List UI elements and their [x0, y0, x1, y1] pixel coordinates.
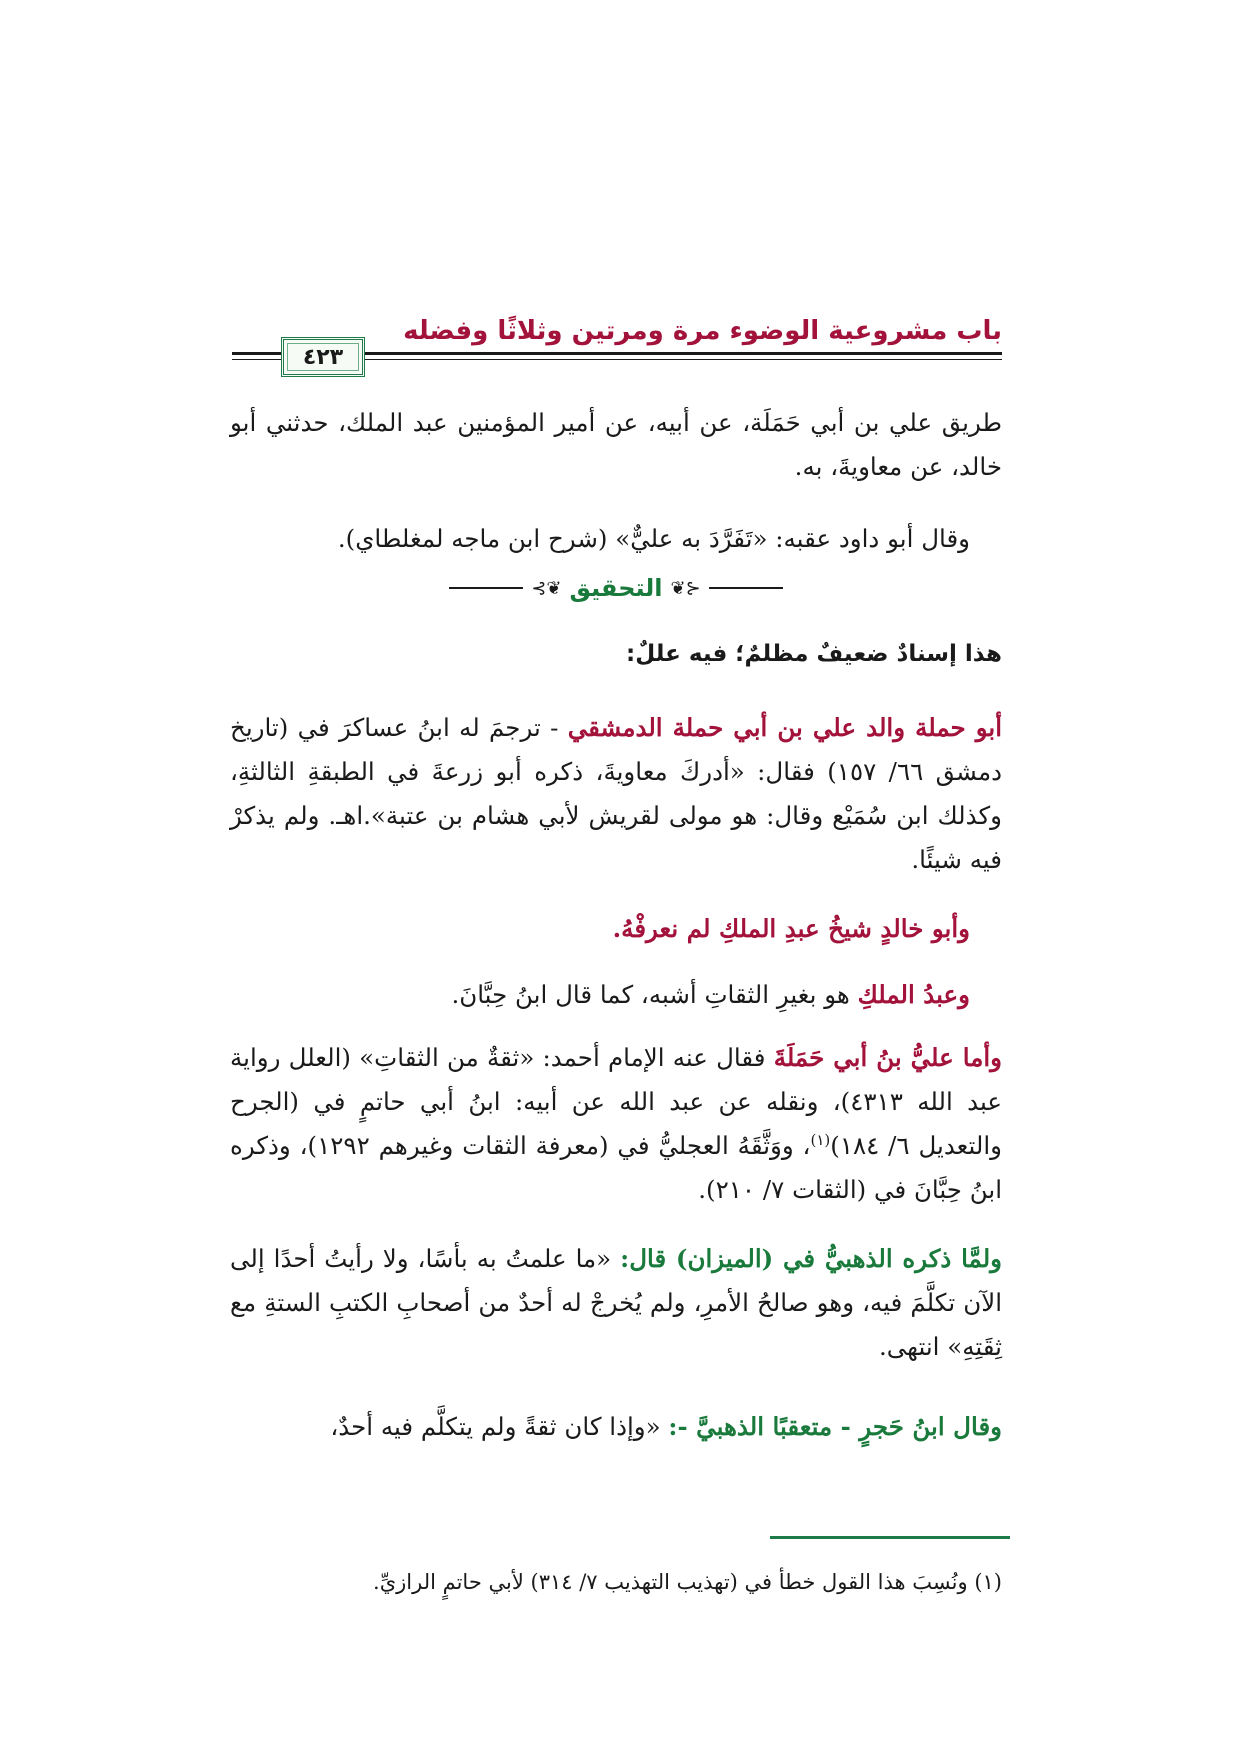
paragraph-ali-ibn-abi-hamla	[230, 1036, 1002, 1212]
highlight-name: ولمَّا ذكره الذهبيُّ في (الميزان) قال:	[620, 1244, 1002, 1273]
ornament-icon: ❦⊱	[531, 577, 562, 599]
paragraph-text: هو بغيرِ الثقاتِ أشبه، كما قال ابنُ حِبَّانَ.	[451, 980, 858, 1009]
highlight-name: وقال ابنُ حَجرٍ - متعقبًا الذهبيَّ -:	[668, 1412, 1002, 1441]
footnote-text: ونُسِبَ هذا القول خطأ في (تهذيب التهذيب ٧/ ٣١٤) لأبي حاتمٍ الرازيِّ.	[373, 1570, 975, 1594]
section-divider	[230, 573, 1002, 603]
paragraph-dhahabi	[230, 1237, 1002, 1369]
paragraph-text: هذا إسنادٌ ضعيفٌ مظلمٌ؛ فيه عللٌ:	[626, 641, 1002, 667]
footnote	[230, 1565, 1002, 1599]
footnote-ref[interactable]: (١)	[810, 1130, 831, 1149]
header-rule-left-thin	[232, 359, 281, 360]
paragraph-text: فقال عنه الإمام أحمد: «ثقةٌ من الثقاتِ» (العلل رواية عبد الله ٤٣١٣)، ونقله عن عبد الله عن أبيه: ابنُ أبي حاتمٍ في (الجرح والتعديل ٦/ ١٨٤)	[230, 1043, 1003, 1160]
section-title: التحقيق	[569, 574, 663, 602]
highlight-name: وعبدُ الملكِ	[857, 980, 970, 1009]
paragraph-abu-hamla	[230, 706, 1002, 882]
page-number-frame	[281, 337, 365, 377]
highlight-name: أبو حملة والد علي بن أبي حملة الدمشقي	[567, 713, 1002, 742]
paragraph-abu-dawud	[198, 517, 970, 561]
paragraph-text: وقال أبو داود عقبه: «تَفَرَّدَ به عليٌّ» (شرح ابن ماجه لمغلطاي).	[337, 524, 970, 553]
highlight-name: وأما عليُّ بنُ أبي حَمَلَةَ	[773, 1043, 1002, 1072]
divider-line	[449, 587, 523, 589]
divider-line	[709, 587, 783, 589]
header-rule-thin	[365, 359, 1002, 360]
paragraph-text: «وإذا كان ثقةً ولم يتكلَّم فيه أحدٌ،	[330, 1412, 669, 1441]
paragraph-ibn-hajar	[230, 1405, 1002, 1449]
paragraph-text: طريق علي بن أبي حَمَلَة، عن أبيه، عن أمير المؤمنين عبد الملك، حدثني أبو خالد، عن معاويةَ، به.	[230, 408, 1002, 481]
paragraph-isnad-chain	[230, 401, 1002, 489]
paragraph-abu-khalid	[198, 907, 970, 951]
paragraph-verdict	[230, 632, 1002, 676]
paragraph-text: - ترجمَ له ابنُ عساكرَ في (تاريخ دمشق ٦٦/ ١٥٧) فقال: «أدركَ معاويةَ، ذكره أبو زرعةَ في الطبقةِ الثالثةِ، وكذلك ابن سُمَيْع وقال: هو مولى لقريش لأبي هشام بن عتبة».اهـ. ولم يذكرْ فيه شيئًا.	[230, 713, 1002, 874]
paragraph-abd-al-malik	[198, 973, 970, 1017]
paragraph-text: ، ووَثَّقَهُ العجليُّ في (معرفة الثقات وغيرهم ١٢٩٢)، وذكره ابنُ حِبَّانَ في (الثقات ٧/ ٢١٠).	[230, 1131, 1002, 1204]
footnote-marker: (١)	[974, 1570, 1002, 1594]
running-title: باب مشروعية الوضوء مرة ومرتين وثلاثًا وفضله	[403, 316, 1002, 346]
paragraph-text: «ما علمتُ به بأسًا، ولا رأيتُ أحدًا إلى الآن تكلَّمَ فيه، وهو صالحُ الأمرِ، ولم يُخرجْ له أحدٌ من أصحابِ الكتبِ الستةِ مع ثِقَتِهِ» انتهى.	[230, 1244, 1002, 1361]
footnote-rule	[770, 1536, 1010, 1539]
page-number: ٤٢٣	[302, 344, 344, 370]
header-rule-thick	[365, 352, 1002, 355]
ornament-icon: ⊰❦	[670, 577, 701, 599]
header-rule-left-thick	[232, 352, 281, 355]
highlight-name: وأبو خالدٍ شيخُ عبدِ الملكِ لم نعرفْهُ.	[612, 914, 970, 943]
